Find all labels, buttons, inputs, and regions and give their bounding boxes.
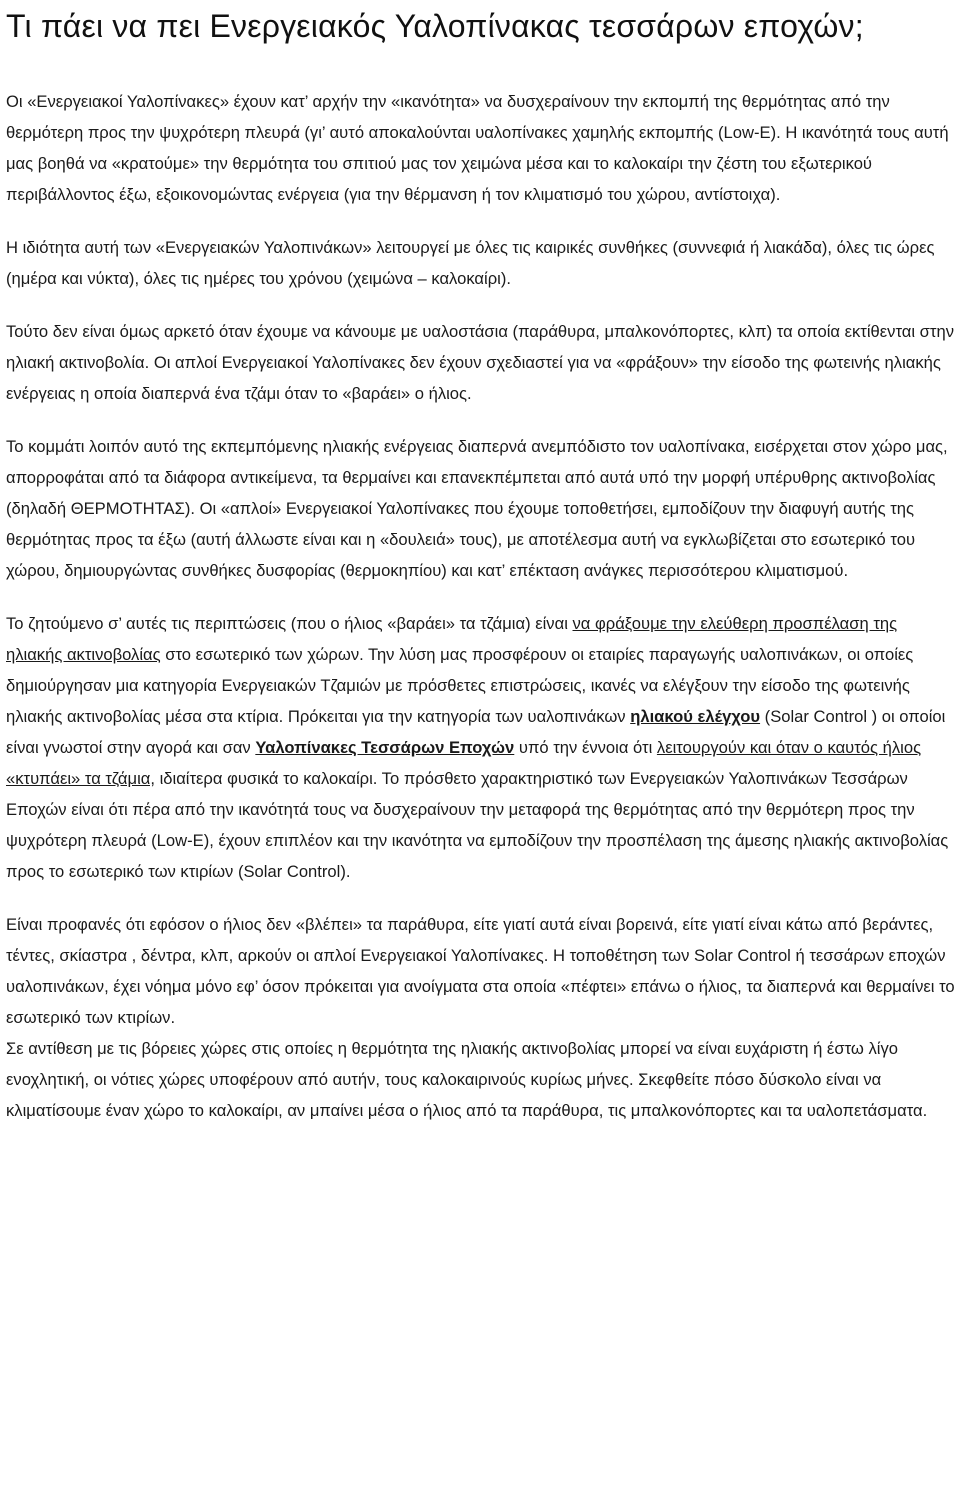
paragraph-all-conditions: Η ιδιότητα αυτή των «Ενεργειακών Υαλοπινάκων» λειτουργεί με όλες τις καιρικές συνθήκες (συννεφιά ή λιακάδα), όλες τις ώρες (ημέρα και νύκτα), όλες τις ημέρες του χρόνου (χειμώνα – καλοκαίρι). (6, 238, 935, 288)
underlined-phrase: να φράξουμε την ελεύθερη προσπέλαση της ηλιακής ακτινοβολίας (6, 614, 898, 664)
paragraph-text: ιδιαίτερα φυσικά το καλοκαίρι. Το πρόσθετο χαρακτηριστικό των Ενεργειακών Υαλοπινάκων Τεσσάρων Εποχών είναι ότι πέρα από την ικανότητά τους να δυσχεραίνουν την μεταφορά της θερμότητας από την θερμότερη προς την ψυχρότερη πλευρά (Low-E), έχουν επιπλέον και την ικανότητα να εμποδίζουν την προσπέλαση της άμεσης ηλιακής ακτινοβολίας προς το εσωτερικό των κτιρίων (Solar Control). (6, 769, 949, 881)
paragraph-solar-control (6, 608, 956, 887)
paragraph-text: στο εσωτερικό των χώρων. Την λύση μας προσφέρουν οι εταιρίες παραγωγής υαλοπινάκων, οι οποίες δημιούργησαν μια κατηγορία Ενεργειακών Τζαμιών με πρόσθετες επιστρώσεις, ικανές να ελέγξουν την είσοδο της φωτεινής ηλιακής ακτινοβολίας μέσα στα κτίρια. Πρόκειται για την κατηγορία των υαλοπινάκων (6, 645, 914, 726)
bold-underlined-term: Υαλοπίνακες Τεσσάρων Εποχών (255, 738, 515, 757)
bold-underlined-term: ηλιακού ελέγχου (630, 707, 761, 726)
paragraph-text: (Solar Control ) οι οποίοι είναι γνωστοί στην αγορά και σαν (6, 707, 946, 757)
paragraph-low-e-intro: Οι «Ενεργειακοί Υαλοπίνακες» έχουν κατ’ αρχήν την «ικανότητα» να δυσχεραίνουν την εκπομπή της θερμότητας από την θερμότερη προς την ψυχρότερη πλευρά (γι’ αυτό αποκαλούνται υαλοπίνακες χαμηλής εκπομπής (Low-E). Η ικανότητά τους αυτή μας βοηθά να «κρατούμε» την θερμότητα του σπιτιού μας τον χειμώνα μέσα και το καλοκαίρι την ζέστη του εξωτερικού περιβάλλοντος έξω, εξοικονομώντας ενέργεια (για την θέρμανση ή τον κλιματισμό του χώρου, αντίστοιχα). (6, 92, 949, 204)
page-title: Τι πάει να πει Ενεργειακός Υαλοπίνακας τεσσάρων εποχών; (6, 8, 864, 44)
underlined-phrase: λειτουργούν και όταν ο καυτός ήλιος «κτυπάει» τα τζάμια, (6, 738, 922, 788)
paragraph-text: Το ζητούμενο σ’ αυτές τις περιπτώσεις (που ο ήλιος «βαράει» τα τζάμια) είναι (6, 614, 573, 633)
document-page (6, 0, 956, 1126)
paragraph-text: υπό την έννοια ότι (514, 738, 657, 757)
paragraph-when-needed: Είναι προφανές ότι εφόσον ο ήλιος δεν «βλέπει» τα παράθυρα, είτε γιατί αυτά είναι βορεινά, είτε γιατί είναι κάτω από βεράντες, τέντες, σκίαστρα , δέντρα, κλπ, αρκούν οι απλοί Ενεργειακοί Υαλοπίνακες. Η τοποθέτηση των Solar Control ή τεσσάρων εποχών υαλοπινάκων, έχει νόημα μόνο εφ’ όσον πρόκειται για ανοίγματα στα οποία «πέφτει» επάνω ο ήλιος, τα διαπερνά και θερμαίνει το εσωτερικό των κτιρίων. (6, 915, 955, 1027)
paragraph-sun-exposure: Τούτο δεν είναι όμως αρκετό όταν έχουμε να κάνουμε με υαλοστάσια (παράθυρα, μπαλκονόπορτες, κλπ) τα οποία εκτίθενται στην ηλιακή ακτινοβολία. Οι απλοί Ενεργειακοί Υαλοπίνακες δεν έχουν σχεδιαστεί για να «φράξουν» την είσοδο της φωτεινής ηλιακής ενέργειας η οποία διαπερνά ένα τζάμι όταν το «βαράει» ο ήλιος. (6, 322, 954, 403)
paragraph-heat-trapping: Το κομμάτι λοιπόν αυτό της εκπεμπόμενης ηλιακής ενέργειας διαπερνά ανεμπόδιστο τον υαλοπίνακα, εισέρχεται στον χώρο μας, απορροφάται από τα διάφορα αντικείμενα, τα θερμαίνει και επανεκπέμπεται από αυτά υπό την μορφή υπέρυθρης ακτινοβολίας (δηλαδή ΘΕΡΜΟΤΗΤΑΣ). Οι «απλοί» Ενεργειακοί Υαλοπίνακες που έχουμε τοποθετήσει, εμποδίζουν την διαφυγή αυτής της θερμότητας προς τα έξω (αυτή άλλωστε είναι και η «δουλειά» τους), με αποτέλεσμα αυτή να εγκλωβίζεται στο εσωτερικό του χώρου, δημιουργώντας συνθήκες δυσφορίας (θερμοκηπίου) και κατ’ επέκταση ανάγκες περισσότερου κλιματισμού. (6, 437, 948, 580)
paragraph-southern-countries: Σε αντίθεση με τις βόρειες χώρες στις οποίες η θερμότητα της ηλιακής ακτινοβολίας μπορεί να είναι ευχάριστη ή έστω λίγο ενοχλητική, οι νότιες χώρες υποφέρουν από αυτήν, τους καλοκαιρινούς κυρίως μήνες. Σκεφθείτε πόσο δύσκολο είναι να κλιματίσουμε έναν χώρο το καλοκαίρι, αν μπαίνει μέσα ο ήλιος από τα παράθυρα, τις μπαλκονόπορτες και τα υαλοπετάσματα. (6, 1039, 928, 1120)
